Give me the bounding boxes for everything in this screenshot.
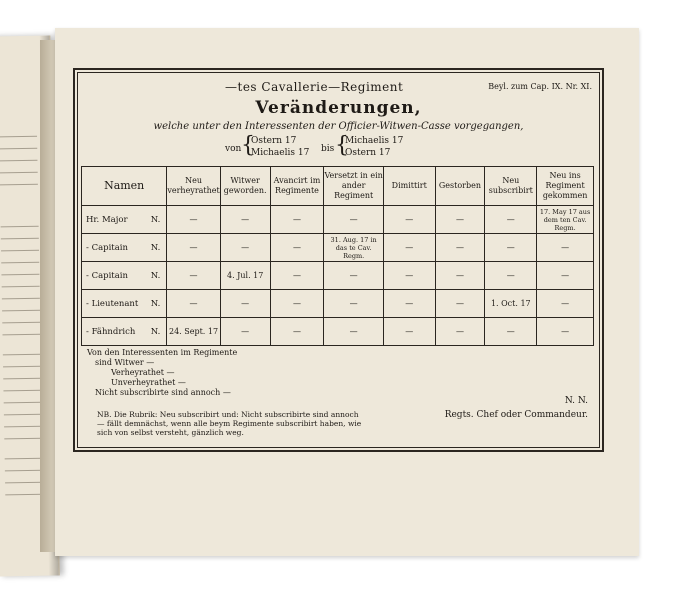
document-page bbox=[55, 28, 639, 556]
table-cell: — bbox=[485, 206, 537, 234]
table-cell: — bbox=[324, 262, 384, 290]
table-row bbox=[82, 206, 594, 234]
table-cell: — bbox=[270, 262, 324, 290]
table-row bbox=[82, 318, 594, 346]
table-row bbox=[82, 262, 594, 290]
to-date-1: Michaelis 17 bbox=[345, 136, 404, 146]
text-line bbox=[1, 238, 39, 240]
table-cell: — bbox=[167, 290, 220, 318]
name-placeholder: N. bbox=[150, 326, 161, 337]
table-cell: 24. Sept. 17 bbox=[167, 318, 220, 346]
rank-cell bbox=[82, 318, 167, 346]
table-cell bbox=[324, 234, 384, 262]
footer-line: Verheyrathet — bbox=[111, 368, 175, 377]
to-date-2: Ostern 17 bbox=[345, 148, 391, 158]
text-line bbox=[1, 250, 39, 252]
column-header: Neu subscribirt bbox=[485, 167, 537, 206]
date-range bbox=[225, 133, 465, 162]
table-cell: — bbox=[485, 262, 537, 290]
table-cell: — bbox=[383, 234, 435, 262]
text-line bbox=[3, 390, 41, 392]
text-line bbox=[5, 494, 43, 496]
table-cell: — bbox=[220, 290, 270, 318]
footer-line: sind Witwer — bbox=[95, 358, 155, 367]
from-date-2: Michaelis 17 bbox=[251, 148, 310, 158]
nb-note: NB. Die Rubrik: Neu subscribirt und: Nicht subscribirte sind annoch — fällt demnächst, wenn alle beym Regimente subscribirt haben, wie sich von selbst versteht, gänzlich weg. bbox=[97, 410, 362, 437]
table-cell: — bbox=[485, 318, 537, 346]
rank-label: - Fähndrich bbox=[86, 326, 136, 337]
text-line bbox=[0, 184, 38, 186]
table-cell: — bbox=[220, 318, 270, 346]
table-cell: — bbox=[167, 234, 220, 262]
footer-line: Unverheyrathet — bbox=[111, 378, 186, 387]
text-line bbox=[2, 286, 40, 288]
signature-block bbox=[445, 394, 588, 422]
table-cell: 4. Jul. 17 bbox=[220, 262, 270, 290]
rank-cell bbox=[82, 290, 167, 318]
text-line bbox=[3, 378, 41, 380]
table-cell: — bbox=[485, 234, 537, 262]
column-header: Avancirt im Regimente bbox=[270, 167, 324, 206]
table-cell: — bbox=[435, 234, 485, 262]
regiment-heading: —tes Cavallerie—Regiment bbox=[225, 80, 404, 94]
table-cell: — bbox=[324, 206, 384, 234]
entry-text: 31. Aug. 17 in das te Cav. Regm. bbox=[330, 235, 377, 260]
text-line bbox=[5, 470, 43, 472]
text-line bbox=[3, 366, 41, 368]
table-cell: — bbox=[435, 206, 485, 234]
table-row bbox=[82, 234, 594, 262]
text-line bbox=[1, 274, 39, 276]
table-row bbox=[82, 290, 594, 318]
table-cell: 1. Oct. 17 bbox=[485, 290, 537, 318]
column-header: Neu ins Regiment gekommen bbox=[537, 167, 594, 206]
brace-left: { bbox=[241, 133, 255, 158]
page-subtitle: welche unter den Interessenten der Officier-Witwen-Casse vorgegangen, bbox=[153, 121, 524, 132]
page-title: Veränderungen, bbox=[255, 98, 422, 118]
text-line bbox=[2, 322, 40, 324]
text-line bbox=[4, 414, 42, 416]
text-line bbox=[0, 148, 37, 150]
table-cell: — bbox=[167, 206, 220, 234]
rank-label: Hr. Major bbox=[86, 214, 128, 225]
reference-note: Beyl. zum Cap. IX. Nr. XI. bbox=[488, 82, 592, 91]
table-cell: — bbox=[324, 318, 384, 346]
table-cell: — bbox=[537, 234, 594, 262]
table-cell: — bbox=[167, 262, 220, 290]
table-cell: — bbox=[537, 262, 594, 290]
text-line bbox=[3, 354, 41, 356]
table-cell: — bbox=[270, 318, 324, 346]
entry-text: 17. May 17 aus dem ten Cav. Regm. bbox=[539, 207, 591, 232]
table-cell bbox=[537, 206, 594, 234]
header-row bbox=[82, 167, 594, 206]
text-line bbox=[0, 172, 38, 174]
table-cell: — bbox=[537, 290, 594, 318]
text-line bbox=[5, 458, 43, 460]
text-line bbox=[2, 334, 40, 336]
changes-table bbox=[81, 166, 594, 346]
footer-line: Von den Interessenten im Regimente bbox=[87, 348, 238, 357]
column-header: Namen bbox=[82, 167, 167, 206]
table-cell: — bbox=[270, 206, 324, 234]
table-cell: — bbox=[435, 318, 485, 346]
table-cell: — bbox=[435, 290, 485, 318]
text-line bbox=[4, 438, 42, 440]
table-cell: — bbox=[435, 262, 485, 290]
text-line bbox=[0, 160, 37, 162]
text-line bbox=[1, 262, 39, 264]
name-placeholder: N. bbox=[150, 298, 161, 309]
column-header: Versetzt in ein ander Regiment bbox=[324, 167, 384, 206]
bis-label: bis bbox=[321, 144, 335, 154]
text-line bbox=[5, 482, 43, 484]
text-line bbox=[4, 402, 42, 404]
signature-name: N. N. bbox=[564, 396, 588, 406]
table-cell: — bbox=[220, 234, 270, 262]
table-cell: — bbox=[537, 318, 594, 346]
rank-label: - Lieutenant bbox=[86, 298, 139, 309]
text-line bbox=[4, 426, 42, 428]
name-placeholder: N. bbox=[150, 242, 161, 253]
rank-cell bbox=[82, 206, 167, 234]
column-header: Witwer geworden. bbox=[220, 167, 270, 206]
table-cell: — bbox=[324, 290, 384, 318]
name-placeholder: N. bbox=[150, 214, 161, 225]
rank-label: - Capitain bbox=[86, 270, 128, 281]
table-cell: — bbox=[220, 206, 270, 234]
text-line bbox=[0, 136, 37, 138]
footer-summary bbox=[87, 348, 237, 398]
name-placeholder: N. bbox=[150, 270, 161, 281]
rank-cell bbox=[82, 262, 167, 290]
von-label: von bbox=[225, 144, 242, 154]
from-date-1: Ostern 17 bbox=[251, 136, 297, 146]
signature-title: Regts. Chef oder Commandeur. bbox=[444, 410, 588, 420]
rank-cell bbox=[82, 234, 167, 262]
table-cell: — bbox=[383, 318, 435, 346]
table-cell: — bbox=[383, 290, 435, 318]
text-line bbox=[1, 226, 39, 228]
text-line bbox=[2, 298, 40, 300]
column-header: Neu verheyrathet bbox=[167, 167, 220, 206]
column-header: Dimittirt bbox=[383, 167, 435, 206]
brace-right: { bbox=[335, 133, 349, 158]
footer-line: Nicht subscribirte sind annoch — bbox=[95, 388, 231, 397]
table-cell: — bbox=[270, 234, 324, 262]
table-cell: — bbox=[383, 262, 435, 290]
table-cell: — bbox=[383, 206, 435, 234]
form-frame bbox=[73, 68, 604, 452]
column-header: Gestorben bbox=[435, 167, 485, 206]
rank-label: - Capitain bbox=[86, 242, 128, 253]
table-cell: — bbox=[270, 290, 324, 318]
text-line bbox=[2, 310, 40, 312]
